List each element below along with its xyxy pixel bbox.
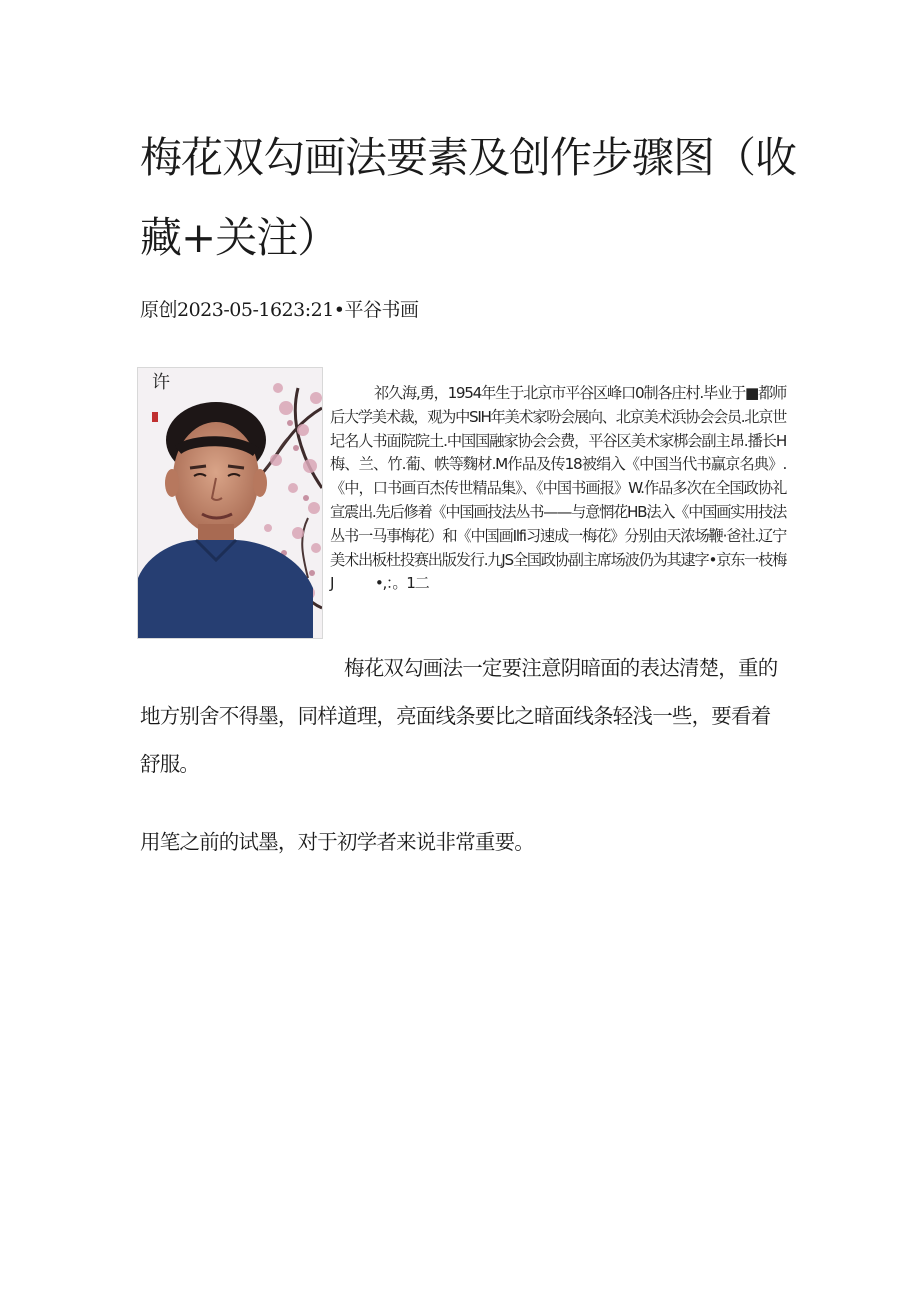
author-bio: 祁久海,勇，1954年生于北京市平谷区峰口0制各庄村.毕业于■都师后大学美术裁，观为中SIH年美术家吩会展向、北京美术浜协会会员.北京世圮名人书面院院土.中国国融家协会会费，平谷区美术家梆会副主昂.播长H梅、兰、竹.葡、帙等麴材.M作品及传18被绢入《中国当代书赢京名典》.《中，口书画百杰传世精品集》、《中国书画报》W.作品多次在全国政协礼宣震出.先后修着《中国画技法丛书——与意惘花HB法入《中国画实用技法丛书一马事梅花）和《中国画Ilfi习速成一梅花》分别由天浓场鞭·爸社.辽宁美术出板杜投赛出版发行.九JS全国政协副主席场波仍为其逮字•京东一枝梅J •,：。1二 (330, 384, 786, 593)
article-title: 梅花双勾画法要素及创作步骤图（收藏+关注） (140, 133, 797, 262)
calligraphy-text: 许 (152, 372, 170, 393)
author-photo-illustration (138, 368, 322, 638)
paragraph-ink-testing: 用笔之前的试墨，对于初学者来说非常重要。 (140, 830, 534, 854)
paragraph-ink-shading: 梅花双勾画法一定要注意阴暗面的表达清楚，重的地方别舍不得墨，同样道理，亮面线条要比之暗面线条轻浅一些，要看着舒服。 (140, 656, 778, 776)
article-meta: 原创2023-05-1623:21•平谷书画 (140, 299, 419, 321)
author-photo (137, 367, 323, 639)
